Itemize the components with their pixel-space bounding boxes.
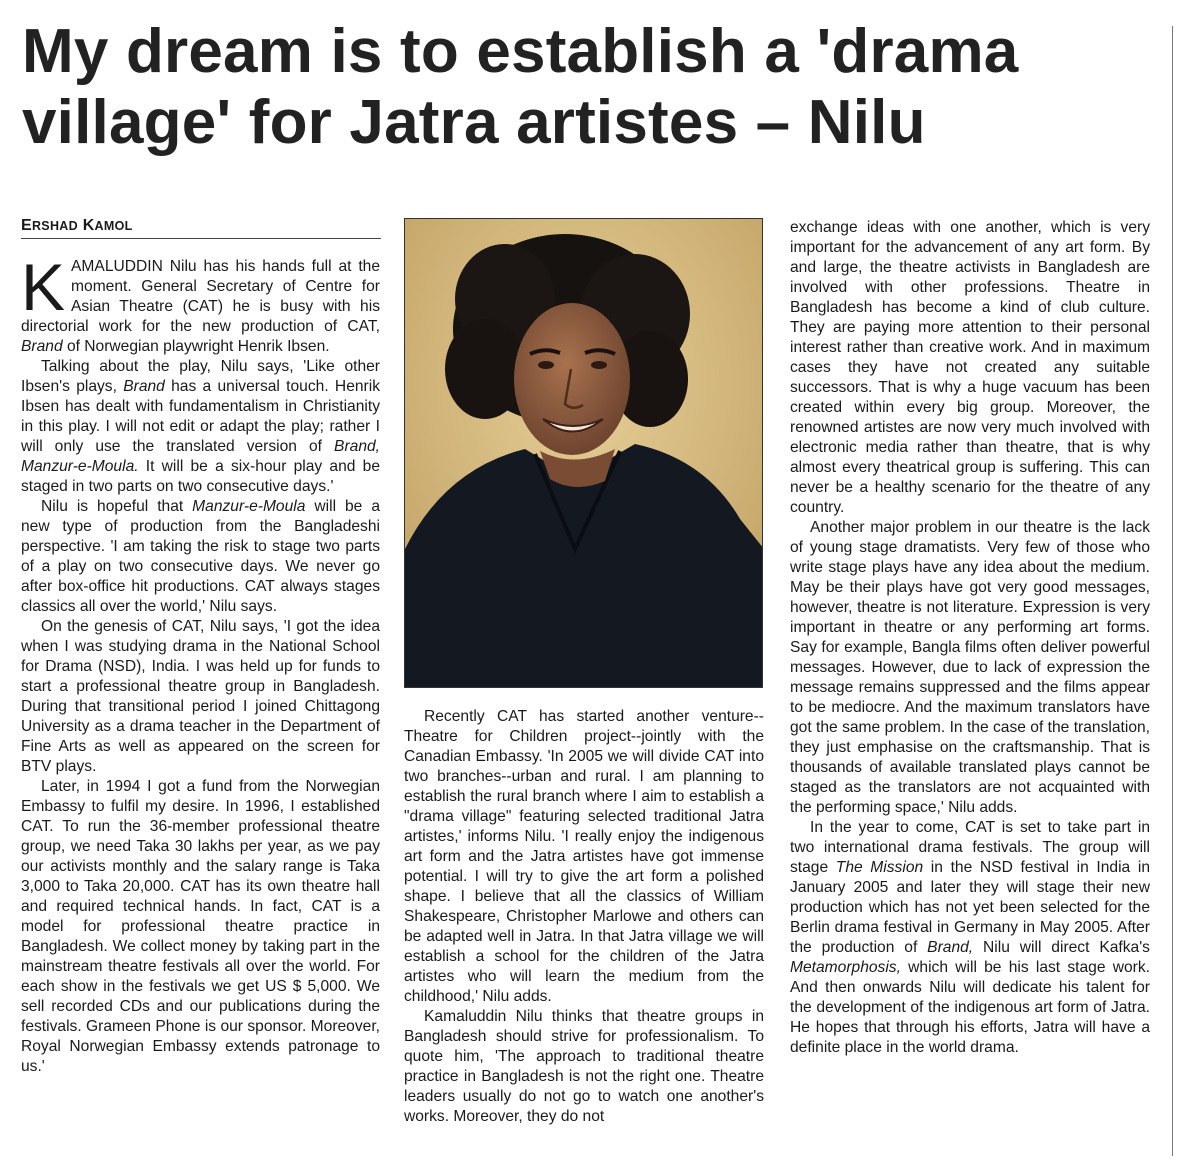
- text: which will be his last stage work. And then onwards Nilu will dedicate his talent for the development of the indigenous art form of Jatra. He hopes that through his efforts, Jatra will have a definite place in the world drama.: [790, 959, 1150, 1056]
- italic-title: Brand,: [927, 939, 974, 956]
- byline-last-rest: AMOL: [94, 219, 133, 233]
- text: of Norwegian playwright Henrik Ibsen.: [62, 338, 330, 355]
- paragraph: exchange ideas with one another, which is very important for the advancement of any art form. By and large, the theatre activists in Bangladesh are involved with other professions. Theatre in Bangladesh has become a kind of club culture. They are paying more attention to their personal interest rather than creative work. And in maximum cases they have not created any suitable successors. That is why a huge vacuum has been created within every big group. Moreover, the renowned artistes are now very much involved with electronic media rather than theatre, that is why almost every theatrical group is suffering. This can never be a healthy scenario for the theatre of any country.: [790, 219, 1150, 516]
- paragraph: [21, 250, 380, 357]
- italic-title: Brand: [123, 378, 165, 395]
- italic-title: Brand, Manzur-e-Moula.: [21, 438, 380, 475]
- headline: [22, 16, 1152, 158]
- text: AMALUDDIN Nilu has his hands full at the moment. General Secretary of Centre for Asian Theatre (CAT) he is busy with his directorial work for the new production of CAT,: [21, 258, 380, 335]
- drop-cap: K: [21, 250, 66, 324]
- headline-line-2: village' for Jatra artistes – Nilu: [22, 88, 926, 157]
- text: in the NSD festival in India in January 2005 and later they will stage their new production which has not yet been selected for the Berlin drama festival in Germany in May 2005. After the production of: [790, 859, 1151, 956]
- paragraph: [21, 497, 380, 617]
- text: Nilu will direct Kafka's: [973, 939, 1150, 956]
- text: It will be a six-hour play and be staged in two parts on two consecutive days.': [21, 458, 380, 495]
- byline-last-initial: K: [82, 217, 95, 234]
- portrait-illustration: [405, 219, 763, 688]
- byline-first-rest: RSHAD: [31, 219, 78, 233]
- text: In the year to come, CAT is set to take part in two international drama festivals. The group will stage: [790, 819, 1150, 876]
- column-rule: [1172, 26, 1173, 1156]
- italic-title: Brand: [21, 338, 63, 355]
- portrait-photo: [404, 218, 763, 688]
- text: will be a new type of production from the Bangladeshi perspective. 'I am taking the risk to stage two parts of a play on two consecutive days. We never go after box-office hit productions. CAT always stages classics all over the world,' Nilu says.: [21, 498, 380, 615]
- text: Nilu is hopeful that: [41, 498, 193, 515]
- paragraph: [21, 357, 380, 497]
- paragraph: [790, 818, 1150, 1058]
- text: Talking about the play, Nilu says, 'Like other Ibsen's plays,: [21, 358, 380, 395]
- article-column-3: [790, 218, 1150, 1058]
- italic-title: Manzur-e-Moula: [192, 498, 306, 515]
- paragraph: Recently CAT has started another venture--Theatre for Children project--jointly with the Canadian Embassy. 'In 2005 we will divide CAT into two branches--urban and rural. I am planning to establish the rural branch where I aim to establish a "drama village" featuring selected traditional Jatra artistes,' informs Nilu. 'I really enjoy the indigenous art form and the Jatra artistes have got immense potential. I will try to give the art form a polished shape. I believe that all the classics of William Shakespeare, Christopher Marlowe and others can be adapted well in Jatra. In that Jatra village we will establish a school for the children of the Jatra artistes who will learn the medium from the childhood,' Nilu adds.: [404, 708, 764, 1005]
- article-column-2: [404, 707, 764, 1127]
- paragraph: Kamaluddin Nilu thinks that theatre groups in Bangladesh should strive for professionalism. To quote him, 'The approach to traditional theatre practice in Bangladesh is not the right one. Theatre leaders usually do not go to watch one another's works. Moreover, they do not: [404, 1008, 764, 1125]
- text: has a universal touch. Henrik Ibsen has dealt with fundamentalism in Christianity in this play. I will not edit or adapt the play; rather I will only use the translated version of: [21, 378, 380, 455]
- headline-line-1: My dream is to establish a 'drama: [22, 17, 1019, 86]
- paragraph: On the genesis of CAT, Nilu says, 'I got the idea when I was studying drama in the National School for Drama (NSD), India. I was held up for funds to start a professional theatre group in Bangladesh. During that transitional period I joined Chittagong University as a drama teacher in the Department of Fine Arts as well as appeared on the screen for BTV plays.: [21, 618, 380, 775]
- italic-title: The Mission: [835, 859, 924, 876]
- paragraph: Another major problem in our theatre is the lack of young stage dramatists. Very few of those who write stage plays have any idea about the medium. May be their plays have got very good messages, however, theatre is not literature. Expression is very important in theatre or any performing art forms. Say for example, Bangla films often deliver powerful messages. However, due to lack of expression the message remains suppressed and the films appear to be mediocre. And the maximum translators have got the same problem. In the case of the translation, they just emphasise on the craftsmanship. That is thousands of available translated plays cannot be staged as the translators are not acquainted with the performing space,' Nilu adds.: [790, 519, 1150, 816]
- byline: [21, 217, 381, 239]
- paragraph: Later, in 1994 I got a fund from the Norwegian Embassy to fulfil my desire. In 1996, I established CAT. To run the 36-member professional theatre group, we need Taka 30 lakhs per year, as we pay our activists monthly and the salary range is Taka 3,000 to Taka 20,000. CAT has its own theatre hall and required technical hands. In fact, CAT is a model for professional theatre practice in Bangladesh. We collect money by taking part in the mainstream theatre festivals all over the world. For each show in the festivals we get US $ 5,000. We sell recorded CDs and our publications during the festivals. Grameen Phone is our sponsor. Moreover, Royal Norwegian Embassy extends patronage to us.': [21, 778, 380, 1075]
- article-column-1: [21, 250, 380, 1077]
- italic-title: Metamorphosis,: [790, 959, 901, 976]
- byline-first-initial: E: [21, 217, 32, 234]
